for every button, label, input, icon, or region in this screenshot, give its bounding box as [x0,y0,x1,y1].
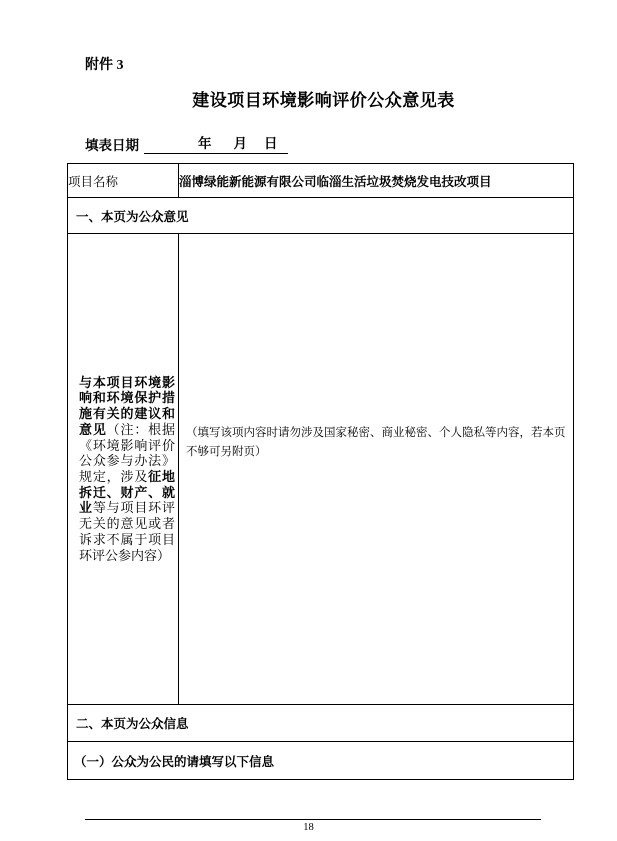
fill-date-blank [144,132,288,154]
section1-header-row [68,198,574,234]
attachment-label: 附件 3 [85,58,124,73]
footer-rule [85,819,541,820]
opinion-writing-area [179,234,574,705]
project-name-row [68,164,574,198]
section2-sub-header-row [68,742,574,780]
project-name-value: 淄博绿能新能源有限公司临淄生活垃圾焚烧发电技改项目 [179,164,574,198]
section1-header: 一、本页为公众意见 [68,198,574,234]
project-name-label: 项目名称 [68,164,179,198]
public-opinion-form-table [67,163,574,780]
opinion-label-segment-3: 征地拆迁、财产、就业 [79,469,175,516]
opinion-label-segment-1: 与本项目环境影响和环境保护措施有关的建议和意见 [79,374,175,437]
section2-header-row [68,705,574,742]
opinion-row [68,234,574,705]
fill-date-label: 填表日期 [85,138,139,153]
page-number: 18 [303,822,314,833]
opinion-privacy-note: （填写该项内容时请勿涉及国家秘密、商业秘密、个人隐私等内容，若本页不够可另附页） [186,427,566,458]
fill-date-line [85,132,288,154]
year-label: 年 [198,136,212,151]
opinion-row-label-cell [68,234,179,705]
month-label: 月 [233,136,247,151]
day-label: 日 [264,136,278,151]
opinion-label-segment-4: 等与项目环评无关的意见或者诉求不属于项目环评公参内容） [79,500,175,563]
opinion-label-segment-2: （注：根据《环境影响评价公众参与办法》规定，涉及 [79,421,175,484]
opinion-row-label [79,375,175,563]
page-title: 建设项目环境影响评价公众意见表 [192,91,455,110]
section2-sub-header: （一）公众为公民的请填写以下信息 [68,742,574,780]
section2-header: 二、本页为公众信息 [68,705,574,742]
